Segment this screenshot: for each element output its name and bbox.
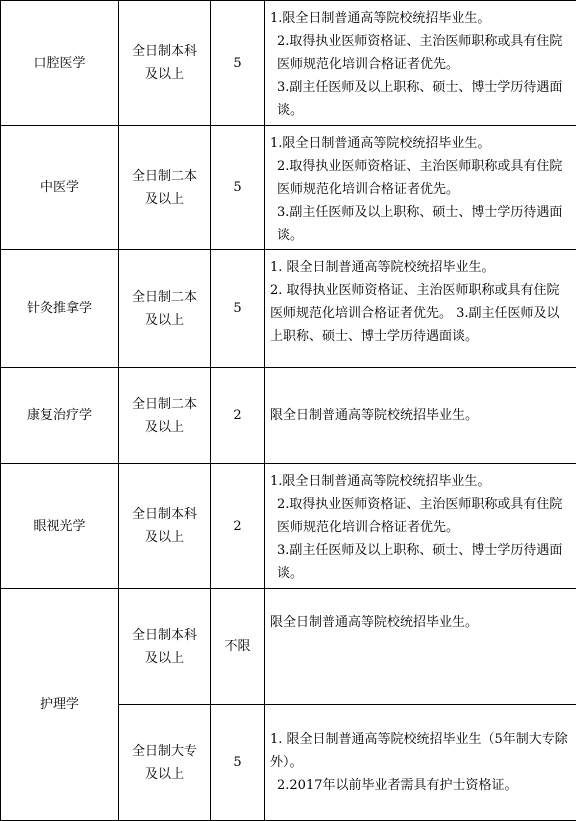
major-cell: 康复治疗学: [1, 368, 119, 464]
table-row: [1, 126, 576, 250]
table-row: [1, 1, 576, 126]
education-cell: 全日制二本 及以上: [119, 126, 211, 250]
requirements-cell: [265, 1, 576, 126]
table-row: [1, 464, 576, 589]
requirement-item: 1. 限全日制普通高等院校统招毕业生（5年制大专除外）。: [270, 728, 570, 774]
major-cell: 口腔医学: [1, 1, 119, 126]
count-cell: 5: [211, 250, 265, 368]
count-cell: 5: [211, 705, 265, 821]
requirement-item: 3.副主任医师及以上职称、硕士、博士学历待遇面谈。: [270, 76, 570, 122]
requirement-item: 3.副主任医师及以上职称、硕士、博士学历待遇面谈。: [270, 539, 570, 585]
requirement-item: 2.取得执业医师资格证、主治医师职称或具有住院医师规范化培训合格证者优先。: [270, 493, 570, 539]
requirement-item: 2.取得执业医师资格证、主治医师职称或具有住院医师规范化培训合格证者优先。: [270, 30, 570, 76]
requirement-item: 3.副主任医师及以上职称、硕士、博士学历待遇面谈。: [270, 201, 570, 247]
requirement-item: 1.限全日制普通高等院校统招毕业生。: [270, 7, 570, 30]
major-cell: 针灸推拿学: [1, 250, 119, 368]
requirement-item: 限全日制普通高等院校统招毕业生。: [270, 611, 570, 634]
requirements-cell: [265, 368, 576, 464]
requirement-item: 1.限全日制普通高等院校统招毕业生。: [270, 132, 570, 155]
count-cell: 5: [211, 1, 265, 126]
education-cell: 全日制本科 及以上: [119, 589, 211, 705]
major-cell: 眼视光学: [1, 464, 119, 589]
count-cell: 5: [211, 126, 265, 250]
major-cell: 中医学: [1, 126, 119, 250]
table-row: [1, 250, 576, 368]
education-cell: 全日制本科 及以上: [119, 1, 211, 126]
major-cell: 护理学: [1, 589, 119, 821]
requirement-item: 1. 限全日制普通高等院校统招毕业生。: [270, 256, 570, 279]
table-row: [1, 368, 576, 464]
requirement-item: 2. 取得执业医师资格证、主治医师职称或具有住院医师规范化培训合格证者优先。 3.副主任医师及以上职称、硕士、博士学历待遇面谈。: [270, 279, 570, 348]
requirement-item: 2.2017年以前毕业者需具有护士资格证。: [270, 774, 570, 797]
requirements-cell: [265, 705, 576, 821]
count-cell: 2: [211, 368, 265, 464]
requirements-cell: [265, 589, 576, 705]
requirements-cell: [265, 464, 576, 589]
count-cell: 2: [211, 464, 265, 589]
requirements-cell: [265, 250, 576, 368]
education-cell: 全日制二本 及以上: [119, 368, 211, 464]
table-row: [1, 589, 576, 705]
requirement-item: 1.限全日制普通高等院校统招毕业生。: [270, 470, 570, 493]
requirements-cell: [265, 126, 576, 250]
education-cell: 全日制二本 及以上: [119, 250, 211, 368]
requirement-item: 2.取得执业医师资格证、主治医师职称或具有住院医师规范化培训合格证者优先。: [270, 155, 570, 201]
requirement-item: 限全日制普通高等院校统招毕业生。: [270, 404, 570, 427]
education-cell: 全日制本科 及以上: [119, 464, 211, 589]
education-cell: 全日制大专 及以上: [119, 705, 211, 821]
count-cell: 不限: [211, 589, 265, 705]
